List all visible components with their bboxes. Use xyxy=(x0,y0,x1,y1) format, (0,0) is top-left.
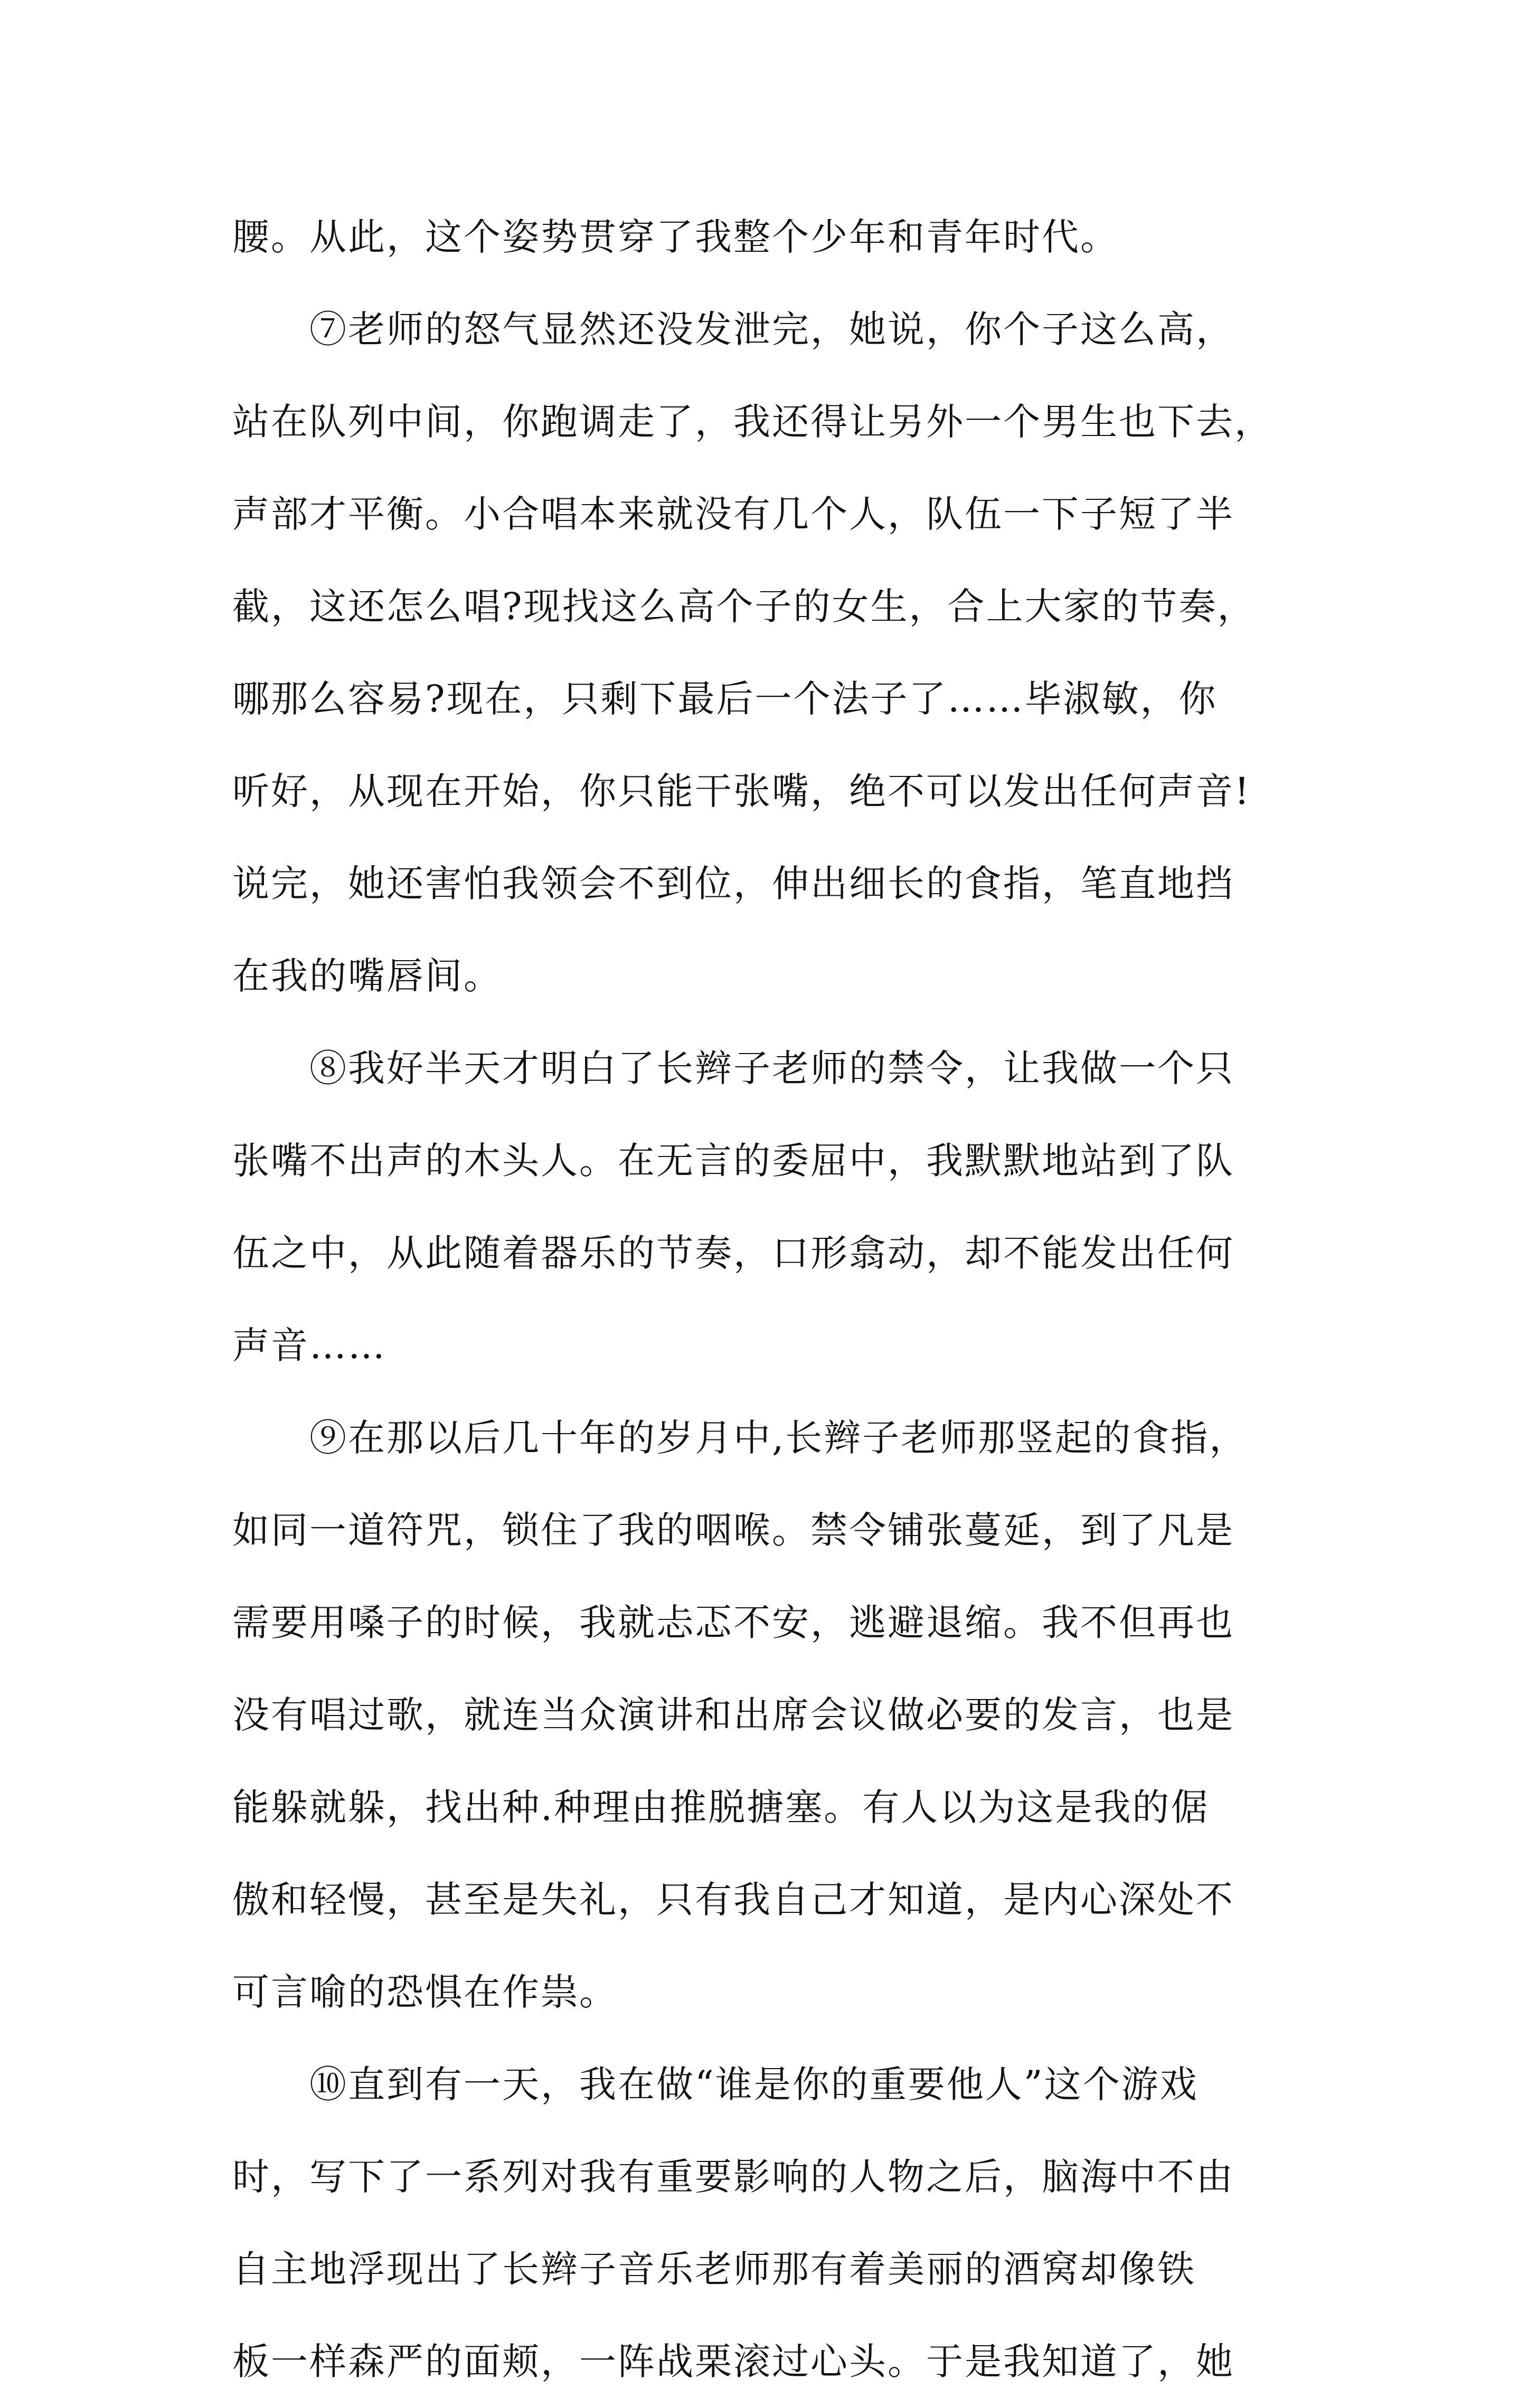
text-line: 声音…… xyxy=(232,1324,386,1367)
body-text xyxy=(232,191,1299,2408)
text-line: 如同一道符咒，锁住了我的咽喉。禁令铺张蔓延，到了凡是 xyxy=(232,1509,1234,1552)
text-line: 张嘴不出声的木头人。在无言的委屈中，我默默地站到了队 xyxy=(232,1139,1234,1182)
text-line: 自主地浮现出了长辫子音乐老师那有着美丽的酒窝却像铁 xyxy=(232,2248,1196,2291)
text-line: 腰。从此，这个姿势贯穿了我整个少年和青年时代。 xyxy=(232,215,1119,259)
text-line: 时，写下了一系列对我有重要影响的人物之后，脑海中不由 xyxy=(232,2155,1234,2198)
text-line: ⑧我好半天才明白了长辫子老师的禁令，让我做一个只 xyxy=(232,1047,1234,1090)
text-line: 哪那么容易?现在，只剩下最后一个法子了……毕淑敏，你 xyxy=(232,677,1218,720)
text-line: 站在队列中间，你跑调走了，我还得让另外一个男生也下去， xyxy=(232,400,1273,443)
text-line: 伍之中，从此随着器乐的节奏，口形翕动，却不能发出任何 xyxy=(232,1231,1234,1275)
text-line: 可言喻的恐惧在作祟。 xyxy=(232,1970,618,2014)
text-line: 在我的嘴唇间。 xyxy=(232,954,502,998)
text-line: 板一样森严的面颊，一阵战栗滚过心头。于是我知道了，她 xyxy=(232,2340,1234,2383)
text-line: ⑦老师的怒气显然还没发泄完，她说，你个子这么高， xyxy=(232,308,1234,351)
text-line: 截，这还怎么唱?现找这么高个子的女生，合上大家的节奏， xyxy=(232,585,1256,628)
text-line: 需要用嗓子的时候，我就忐忑不安，逃避退缩。我不但再也 xyxy=(232,1601,1234,1644)
text-line: 傲和轻慢，甚至是失礼，只有我自己才知道，是内心深处不 xyxy=(232,1878,1234,1921)
text-line: 说完，她还害怕我领会不到位，伸出细长的食指，笔直地挡 xyxy=(232,862,1234,905)
text-line: 没有唱过歌，就连当众演讲和出席会议做必要的发言，也是 xyxy=(232,1693,1234,1737)
text-line: 听好，从现在开始，你只能干张嘴，绝不可以发出任何声音! xyxy=(232,770,1251,813)
text-line: ⑩直到有一天，我在做“谁是你的重要他人”这个游戏 xyxy=(232,2063,1199,2106)
text-line: ⑨在那以后几十年的岁月中,长辫子老师那竖起的食指， xyxy=(232,1416,1248,1459)
text-line: 声部才平衡。小合唱本来就没有几个人，队伍一下子短了半 xyxy=(232,492,1234,536)
text-line: 能躲就躲，找出种.种理由推脱搪塞。有人以为这是我的倨 xyxy=(232,1786,1210,1829)
